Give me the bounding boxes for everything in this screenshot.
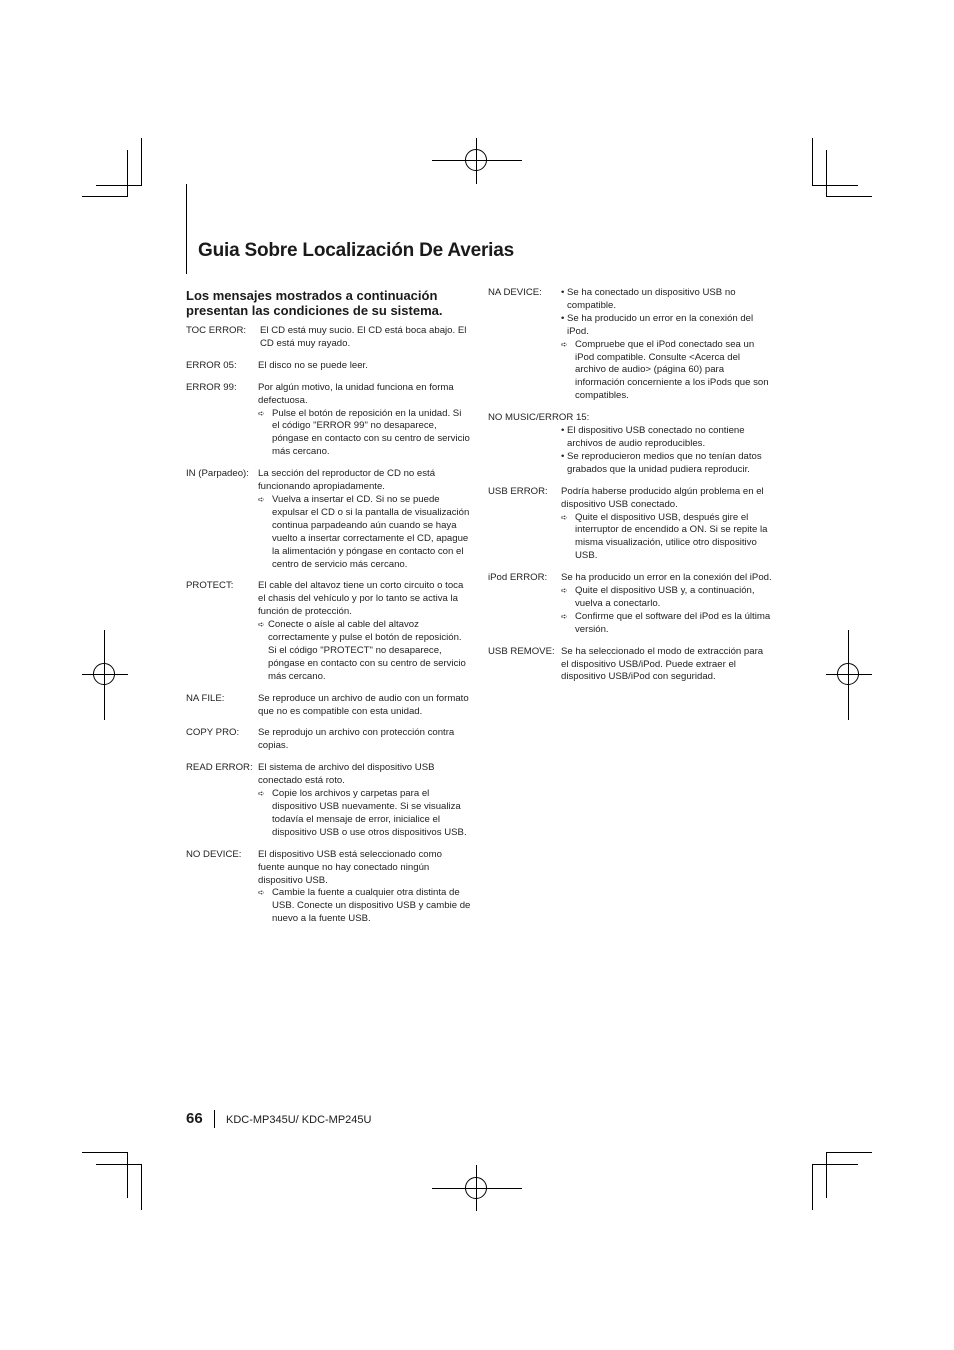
bullet-icon: •	[561, 312, 565, 324]
entry-label: TOC ERROR:	[186, 325, 247, 336]
entry-text: El CD está muy sucio. El CD está boca abajo. El CD está muy rayado.	[260, 325, 467, 349]
entry-text: El sistema de archivo del dispositivo USB conectado está roto.	[258, 762, 435, 787]
entry-hint: Cambie la fuente a cualquier otra distinta de USB. Conecte un dispositivo USB y cambie de nuevo a la fuente USB.	[272, 887, 471, 925]
entry-text: El cable del altavoz tiene un corto circuito o toca el chasis del vehículo y por lo tanto se activa la función de protección.	[258, 580, 464, 618]
entry-label: NO MUSIC/ERROR 15:	[488, 412, 590, 424]
entry-read-error	[186, 762, 471, 839]
right-column	[488, 287, 773, 693]
entry-usb-error	[488, 486, 773, 563]
entry-no-music	[488, 412, 773, 477]
entry-label: iPod ERROR:	[488, 572, 548, 584]
entry-error-99	[186, 382, 471, 459]
title-rule	[186, 184, 187, 274]
model-name: KDC-MP345U/ KDC-MP245U	[226, 1114, 372, 1126]
arrow-icon: ➪	[561, 512, 568, 522]
entry-copy-pro	[186, 727, 471, 753]
entry-hint: Quite el dispositivo USB, después gire el interruptor de encendido a ON. Si se repite la misma visualización, utilice otro dispositivo USB.	[575, 511, 768, 562]
entry-text: Se reproduce un archivo de audio con un formato que no es compatible con esta unidad.	[258, 692, 469, 717]
entry-hint: Vuelva a insertar el CD. Si no se puede expulsar el CD o si la pantalla de visualización continua parpadeando aún cuando se haya vuelto a insertar correctamente el CD, apague la alimentación y póngase en contacto con el centro de servicio más cercano.	[272, 493, 470, 570]
entry-text: Se reprodujo un archivo con protección contra copias.	[258, 727, 455, 752]
entry-hint: Pulse el botón de reposición en la unidad. Si el código "ERROR 99" no desaparece, póngase en contacto con su centro de servicio más cercano.	[272, 407, 470, 458]
entry-label: NO DEVICE:	[186, 848, 242, 860]
entry-label: IN (Parpadeo):	[186, 468, 249, 480]
arrow-icon: ➪	[258, 620, 265, 630]
bullet-icon: •	[561, 425, 565, 437]
entry-ipod-error	[488, 572, 773, 637]
entry-hint: Compruebe que el iPod conectado sea un iPod compatible. Consulte <Acerca del archivo de audio> (página 60) para información concerniente a los iPods que son compatibles.	[575, 338, 769, 402]
entry-na-device	[488, 287, 773, 403]
page-number: 66	[186, 1110, 203, 1127]
entry-text: El dispositivo USB está seleccionado como fuente aunque no hay conectado ningún dispositivo USB.	[258, 848, 442, 886]
arrow-icon: ➪	[561, 611, 568, 621]
entry-label: READ ERROR:	[186, 762, 253, 774]
entry-toc-error	[186, 325, 471, 351]
entry-hint: Copie los archivos y carpetas para el dispositivo USB nuevamente. Si se visualiza todavía el mensaje de error, inicialice el dispositivo USB o use otros dispositivos USB.	[272, 788, 467, 838]
entry-label: ERROR 99:	[186, 381, 237, 393]
entry-text: Por algún motivo, la unidad funciona en forma defectuosa.	[258, 381, 454, 406]
entry-bullet: Se ha conectado un dispositivo USB no compatible.	[567, 287, 736, 311]
arrow-icon: ➪	[258, 888, 265, 898]
section-heading: Los mensajes mostrados a continuación presentan las condiciones de su sistema.	[186, 288, 443, 318]
entry-error-05	[186, 360, 471, 373]
entry-label: NA DEVICE:	[488, 287, 542, 298]
arrow-icon: ➪	[258, 408, 265, 418]
entry-bullet: Se reproducieron medios que no tenían datos grabados que la unidad pudiera reproducir.	[567, 450, 762, 475]
entry-text: Se ha seleccionado el modo de extracción para el dispositivo USB/iPod. Puede extraer el dispositivo USB/iPod con seguridad.	[561, 645, 764, 683]
entry-in-parpadeo	[186, 468, 471, 571]
entry-hint: Conecte o aísle al cable del altavoz correctamente y pulse el botón de reposición. Si el código "PROTECT" no desaparece, póngase en contacto con su centro de servicio más cercano.	[268, 619, 466, 682]
entry-label: COPY PRO:	[186, 727, 240, 739]
entry-na-file	[186, 693, 471, 719]
bullet-icon: •	[561, 287, 565, 298]
entry-usb-remove	[488, 646, 773, 685]
entry-label: NA FILE:	[186, 692, 225, 704]
arrow-icon: ➪	[258, 789, 265, 799]
entry-label: USB REMOVE:	[488, 645, 555, 657]
entry-hint: Confirme que el software del iPod es la última versión.	[575, 610, 771, 635]
left-column	[186, 325, 471, 935]
entry-text: Podría haberse producido algún problema en el dispositivo USB conectado.	[561, 485, 764, 510]
footer-divider	[214, 1110, 215, 1128]
entry-protect	[186, 580, 471, 683]
entry-label: PROTECT:	[186, 580, 234, 592]
page-title: Guia Sobre Localización De Averias	[198, 240, 514, 261]
arrow-icon: ➪	[561, 339, 568, 349]
entry-text: La sección del reproductor de CD no está funcionando apropiadamente.	[258, 468, 436, 493]
entry-label: ERROR 05:	[186, 359, 237, 371]
entry-bullet: Se ha producido un error en la conexión del iPod.	[567, 312, 754, 337]
entry-no-device	[186, 849, 471, 926]
entry-hint: Quite el dispositivo USB y, a continuación, vuelva a conectarlo.	[575, 585, 755, 609]
arrow-icon: ➪	[258, 494, 265, 504]
bullet-icon: •	[561, 450, 565, 462]
entry-text: El disco no se puede leer.	[258, 359, 368, 371]
entry-label: USB ERROR:	[488, 485, 548, 497]
entry-text: Se ha producido un error en la conexión del iPod.	[561, 572, 772, 584]
entry-bullet: El dispositivo USB conectado no contiene archivos de audio reproducibles.	[567, 425, 745, 449]
arrow-icon: ➪	[561, 586, 568, 596]
